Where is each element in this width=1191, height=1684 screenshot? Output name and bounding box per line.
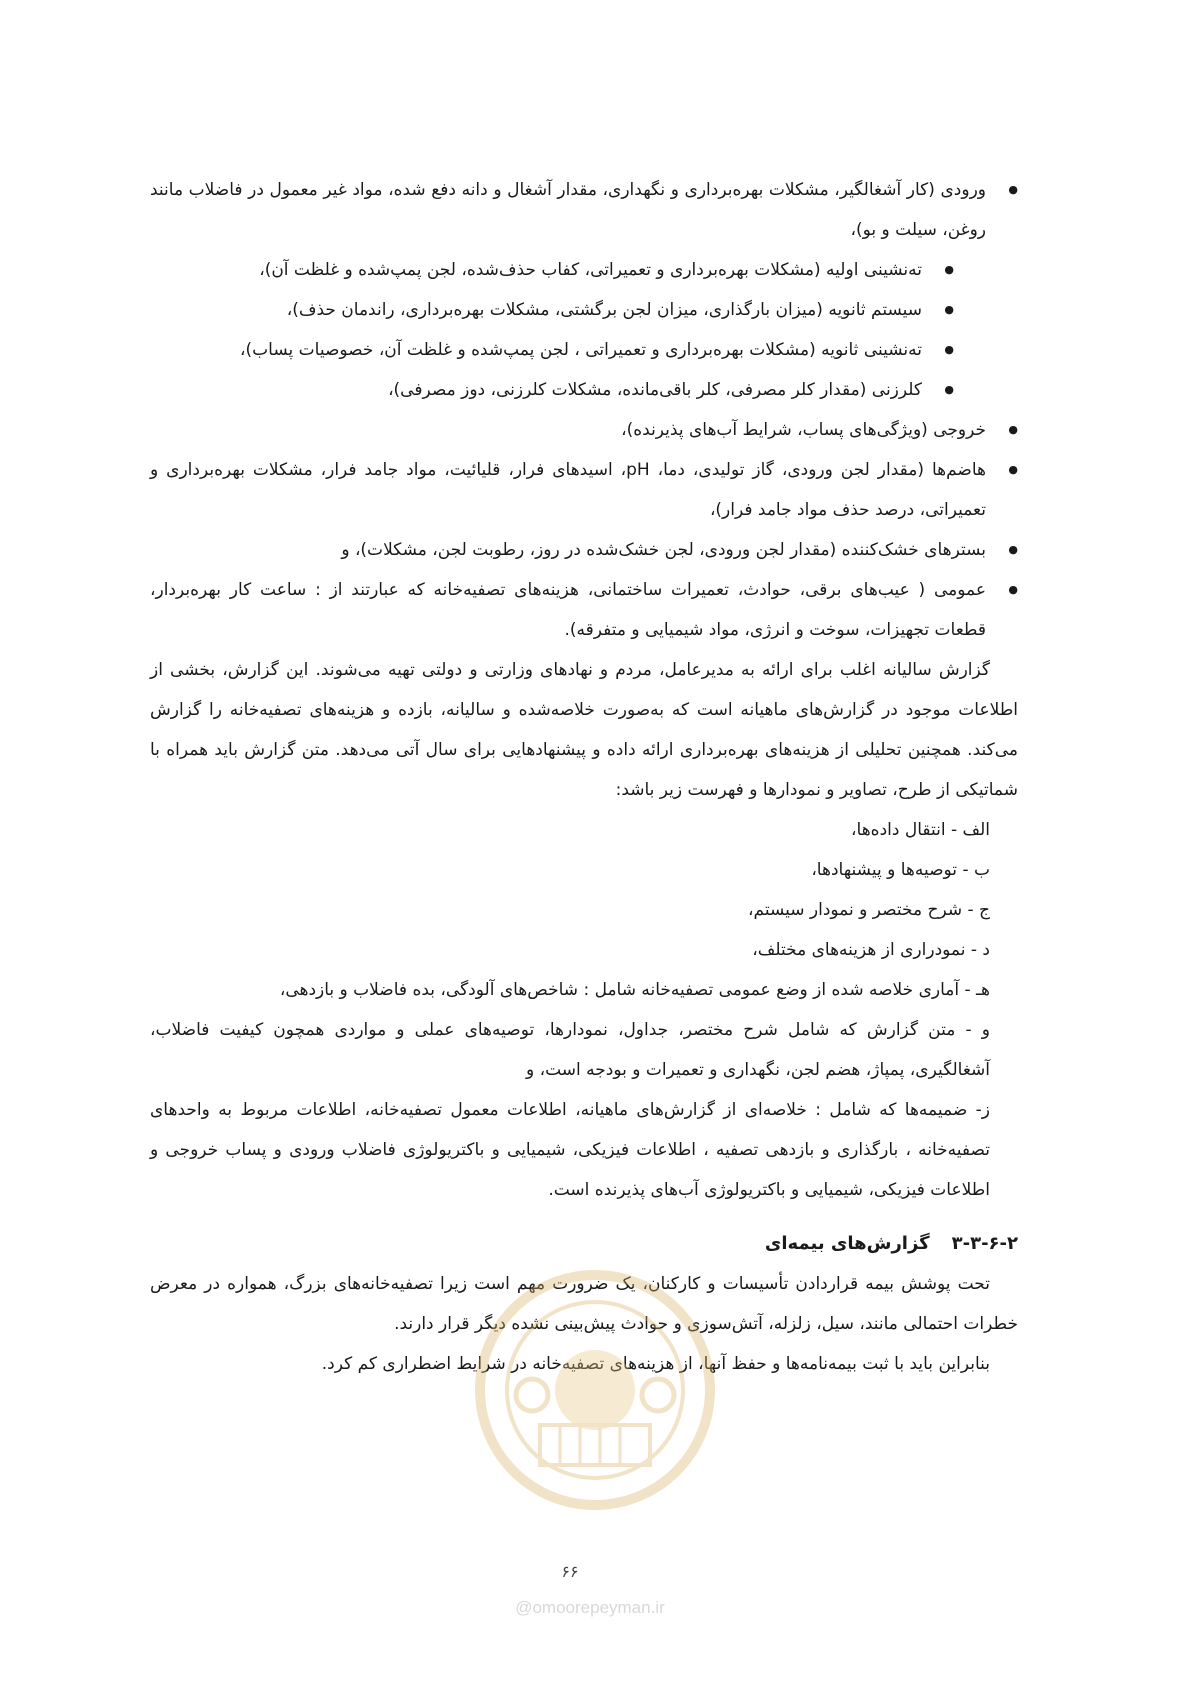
- report-item-d: د - نمودراری از هزینه‌های مختلف،: [752, 940, 990, 960]
- report-items-list: [150, 810, 1018, 1210]
- insurance-paragraph-1: تحت پوشش بیمه قراردادن تأسیسات و کارکنان، یک ضرورت مهم است زیرا تصفیه‌خانه‌های بزرگ، همواره در معرض خطرات احتمالی مانند، سیل، زلزله، آتش‌سوزی و حوادث پیش‌بینی نشده دیگر قرار دارند.: [150, 1274, 1018, 1334]
- bullet-item-primary-sedimentation: ● ته‌نشینی اولیه (مشکلات بهره‌برداری و تعمیراتی، کفاب حذف‌شده، لجن پمپ‌شده و غلظت آن)،: [150, 250, 954, 290]
- bullet-item-secondary-system: ● سیستم ثانویه (میزان بارگذاری، میزان لجن برگشتی، مشکلات بهره‌برداری، راندمان حذف)،: [150, 290, 954, 330]
- insurance-paragraph-2: بنابراین باید با ثبت بیمه‌نامه‌ها و حفظ آنها، از هزینه‌های تصفیه‌خانه در شرایط اضطراری کم کرد.: [321, 1354, 990, 1374]
- report-item-a: الف - انتقال داده‌ها،: [851, 820, 990, 840]
- report-item-b: ب - توصیه‌ها و پیشنهادها،: [811, 860, 990, 880]
- bullet-item-general: ● عمومی ( عیب‌های برقی، حوادث، تعمیرات ساختمانی، هزینه‌های تصفیه‌خانه که عبارتند از : ساعت کار بهره‌بردار، قطعات تجهیزات، سوخت و انرژی، مواد شیمیایی و متفرقه).: [150, 570, 1018, 650]
- document-body: [150, 170, 1018, 1384]
- bullet-item-drying-beds: ● بسترهای خشک‌کننده (مقدار لجن ورودی، لجن خشک‌شده در روز، رطوبت لجن، مشکلات)، و: [150, 530, 1018, 570]
- section-title: گزارش‌های بیمه‌ای: [764, 1233, 930, 1254]
- bullet-item-secondary-sedimentation: ● ته‌نشینی ثانویه (مشکلات بهره‌برداری و تعمیراتی ، لجن پمپ‌شده و غلظت آن، خصوصیات پساب)،: [150, 330, 954, 370]
- section-number: ۳-۳-۶-۲: [951, 1233, 1018, 1254]
- report-item-g: ز- ضمیمه‌ها که شامل : خلاصه‌ای از گزارش‌های ماهیانه، اطلاعات معمول تصفیه‌خانه، اطلاعات مربوط به واحدهای تصفیه‌خانه ، بارگذاری و بازدهی تصفیه ، اطلاعات فیزیکی، شیمیایی و باکتریولوژی فاضلاب ورودی و پساب خروجی و اطلاعات فیزیکی، شیمیایی و باکتریولوژی آب‌های پذیرنده است.: [150, 1100, 990, 1200]
- page-number: ۶۶: [561, 1562, 579, 1581]
- report-item-c: ج - شرح مختصر و نمودار سیستم،: [748, 900, 990, 920]
- report-item-e: هـ - آماری خلاصه شده از وضع عمومی تصفیه‌خانه شامل : شاخص‌های آلودگی، بده فاضلاب و بازدهی،: [279, 980, 990, 1000]
- bullet-item-digesters: ● هاضم‌ها (مقدار لجن ورودی، گاز تولیدی، دما، pH، اسیدهای فرار، قلیائیت، مواد جامد فرار، مشکلات بهره‌برداری و تعمیراتی، درصد حذف مواد جامد فرار)،: [150, 450, 1018, 530]
- report-item-f: و - متن گزارش که شامل شرح مختصر، جداول، نمودارها، توصیه‌های عملی و مواردی همچون کیفیت فاضلاب، آشغالگیری، پمپاژ، هضم لجن، نگهداری و تعمیرات و بودجه است، و: [150, 1020, 990, 1080]
- watermark-site-text: @omoorepeyman.ir: [515, 1598, 665, 1617]
- bullet-list: [150, 170, 1018, 650]
- bullet-item-inlet: ● ورودی (کار آشغالگیر، مشکلات بهره‌برداری و نگهداری، مقدار آشغال و دانه دفع شده، مواد غیر معمول در فاضلاب مانند روغن، سیلت و بو)،: [150, 170, 1018, 250]
- watermark-seal-icon: [470, 1265, 720, 1515]
- bullet-item-outlet: ● خروجی (ویژگی‌های پساب، شرایط آب‌های پذیرنده)،: [150, 410, 1018, 450]
- section-heading: [150, 1224, 1018, 1264]
- bullet-item-chlorination: ● کلرزنی (مقدار کلر مصرفی، کلر باقی‌مانده، مشکلات کلرزنی، دوز مصرفی)،: [150, 370, 954, 410]
- annual-report-paragraph: گزارش سالیانه اغلب برای ارائه به مدیرعامل، مردم و نهادهای وزارتی و دولتی تهیه می‌شوند. این گزارش، بخشی از اطلاعات موجود در گزارش‌های ماهیانه است که به‌صورت خلاصه‌شده و سالیانه، بازده و هزینه‌های تصفیه‌خانه را گزارش می‌کند. همچنین تحلیلی از هزینه‌های بهره‌برداری ارائه داده و پیشنهادهایی برای سال آتی می‌دهد. متن گزارش باید همراه با شماتیکی از طرح، تصاویر و نمودارها و فهرست زیر باشد:: [150, 660, 1018, 800]
